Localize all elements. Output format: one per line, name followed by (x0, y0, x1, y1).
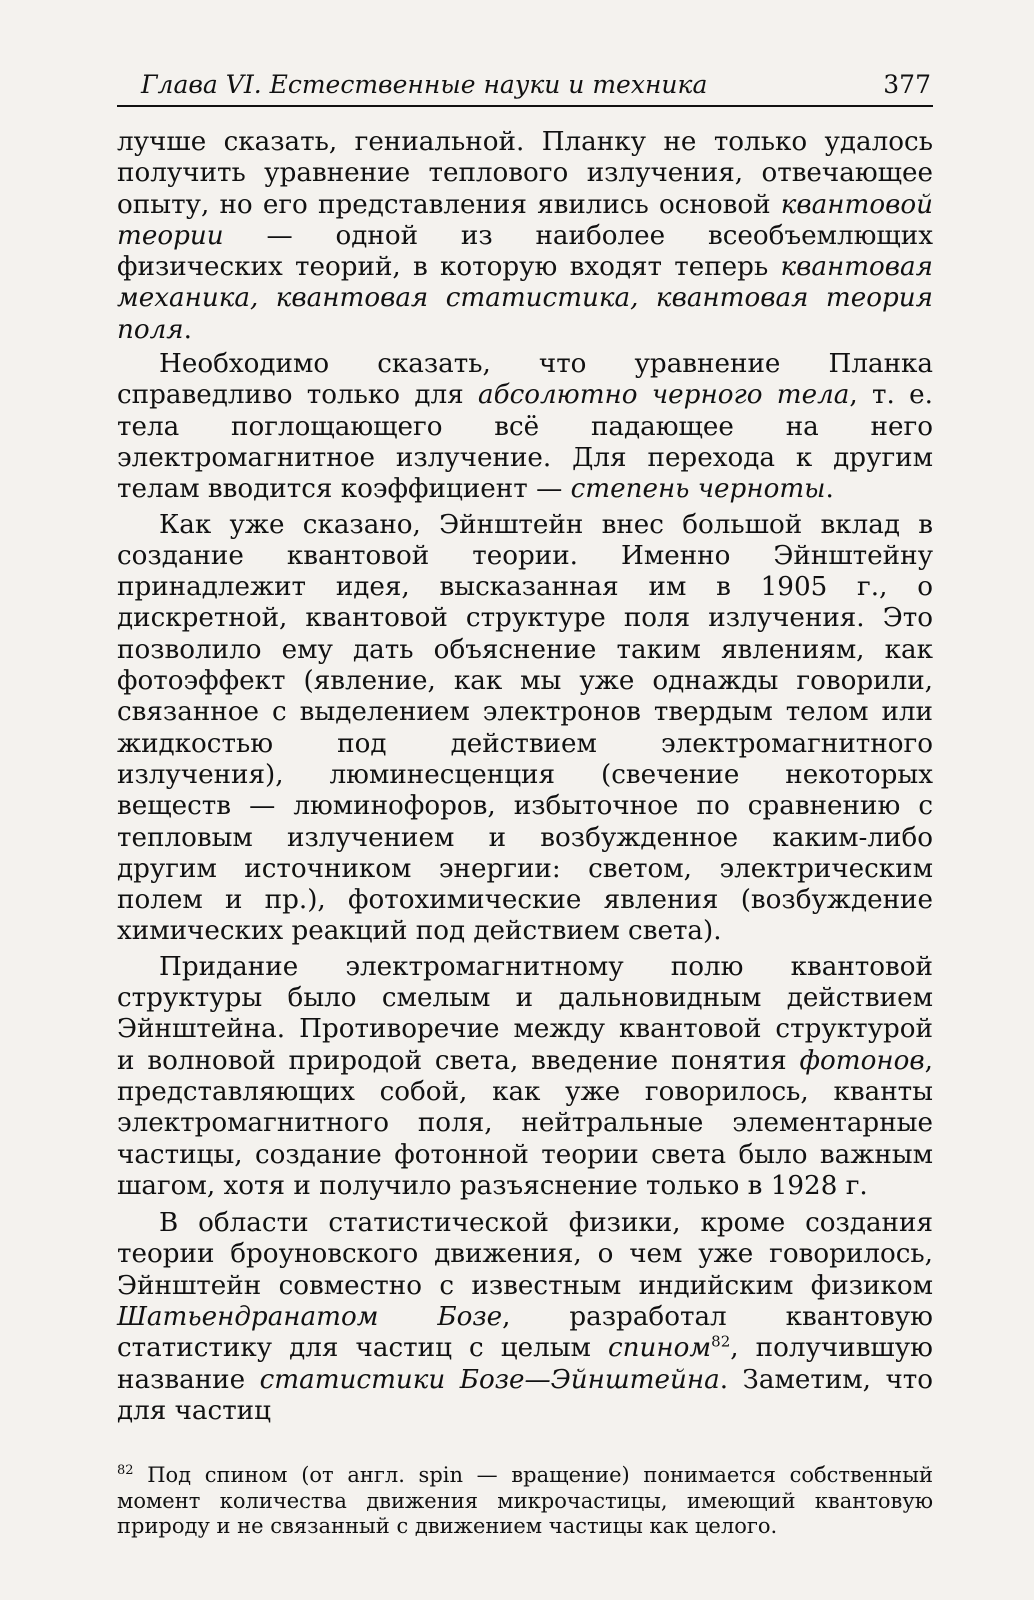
paragraph-2 (117, 349, 933, 505)
text-run: , т. е. тела поглощающего всё падающее на него электромагнитное излучение. Для перехода к другим телам вводится коэффициент — (117, 380, 933, 505)
paragraph-4 (117, 952, 933, 1202)
paragraph-5 (117, 1208, 933, 1427)
italic-term: фотонов (799, 1045, 925, 1076)
paragraph-3 (117, 510, 933, 948)
footnote-ref: 82 (711, 1332, 731, 1351)
text-run: лучше сказать, гениальной. Планку не только удалось получить уравнение теплового излучения, отвечающее опыту, но его представления явились основой (117, 127, 933, 220)
italic-term: Шатьендранатом Бозе (117, 1301, 503, 1332)
italic-term: абсолютно черного тела (477, 380, 850, 411)
italic-term: степень черноты (570, 474, 826, 505)
book-page (117, 70, 933, 1540)
text-run: , разработал квантовую статистику для частиц с целым (117, 1301, 933, 1364)
text-run: . Заметим, что для частиц (117, 1364, 934, 1426)
text-run: , представляющих собой, как уже говорилось, кванты электромагнитного поля, нейтральные элементарные частицы, создание фотонной теории света было важным шагом, хотя и получило разъяснение только в 1928 г. (117, 1045, 933, 1201)
text-run: Придание электромагнитному полю квантовой структуры было смелым и дальновидным действием Эйнштейна. Противоречие между квантовой структурой и волновой природой света, введение понятия (117, 951, 933, 1076)
footnote (117, 1463, 933, 1540)
text-run: . (825, 474, 834, 505)
italic-term: квантовой теории (117, 189, 933, 251)
footnote-text: Под спином (от англ. spin — вращение) понимается собственный момент количества движения микрочастицы, имеющий квантовую природу и не связанный с движением частицы как целого. (117, 1463, 933, 1539)
text-run: . (183, 314, 192, 345)
paragraph-1 (117, 127, 933, 346)
italic-term: спином (608, 1333, 712, 1364)
text-run: — одной из наиболее всеобъемлющих физических теорий, в которую входят теперь (117, 220, 933, 283)
text-run: , получившую название (117, 1333, 933, 1395)
page-number: 377 (883, 70, 931, 99)
italic-term: статистики Бозе—Эйнштейна (259, 1364, 720, 1395)
text-run: Как уже сказано, Эйнштейн внес большой вклад в создание квантовой теории. Именно Эйнштейну принадлежит идея, высказанная им в 1905 г., о дискретной, квантовой структуре поля излучения. Это позволило ему дать объяснение таким явлениям, как фотоэффект (явление, как мы уже однажды говорили, связанное с выделением электронов твердым телом или жидкостью под действием электромагнитного излучения), люминесценция (свечение некоторых веществ — люминофоров, избыточное по сравнению с тепловым излучением и возбужденное каким-либо другим источником энергии: светом, электрическим полем и пр.), фотохимические явления (возбуждение химических реакций под действием света). (117, 509, 933, 947)
main-text (117, 127, 933, 1427)
footnote-number: 82 (117, 1463, 134, 1479)
italic-term: квантовая механика, квантовая статистика, квантовая теория поля (117, 252, 933, 345)
running-header (117, 70, 933, 107)
text-run: Необходимо сказать, что уравнение Планка справедливо только для (117, 349, 933, 411)
chapter-title: Глава VI. Естественные науки и техника (141, 70, 708, 99)
text-run: В области статистической физики, кроме создания теории броуновского движения, о чем уже говорилось, Эйнштейн совместно с известным индийским физиком (117, 1208, 933, 1301)
